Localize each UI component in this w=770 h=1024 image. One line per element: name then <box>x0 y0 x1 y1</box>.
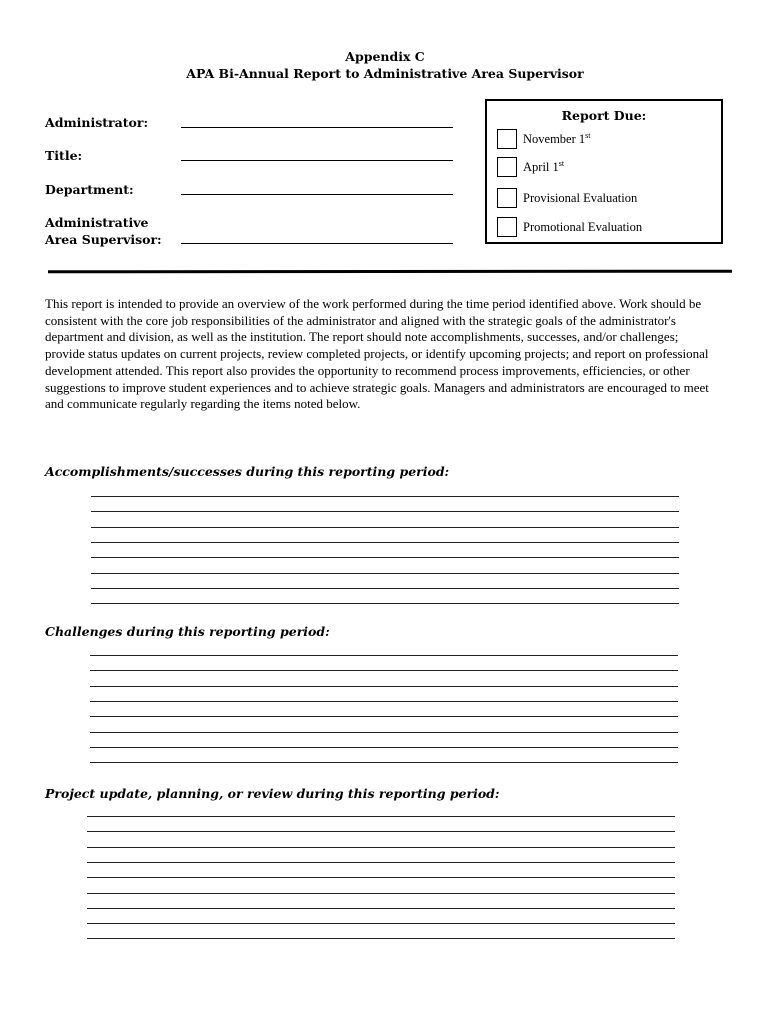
option-provisional[interactable] <box>497 187 637 209</box>
supervisor-field[interactable] <box>181 243 453 244</box>
promotional-label: Promotional Evaluation <box>523 219 643 234</box>
report-due-heading: Report Due: <box>561 108 647 123</box>
writing-line[interactable] <box>91 573 679 574</box>
writing-line[interactable] <box>91 557 679 558</box>
option-promotional[interactable] <box>497 216 642 238</box>
writing-line[interactable] <box>91 603 679 604</box>
november-suffix: st <box>585 130 591 140</box>
writing-line[interactable] <box>90 655 678 656</box>
writing-line[interactable] <box>87 923 675 924</box>
writing-line[interactable] <box>87 816 675 817</box>
writing-line[interactable] <box>91 542 679 543</box>
document-title <box>0 48 770 82</box>
department-label: Department: <box>45 182 134 197</box>
writing-line[interactable] <box>90 701 678 702</box>
section-divider <box>48 270 732 274</box>
writing-line[interactable] <box>87 938 675 939</box>
writing-line[interactable] <box>90 762 678 763</box>
writing-line[interactable] <box>87 877 675 878</box>
accomplishments-heading: Accomplishments/successes during this reporting period: <box>45 464 450 479</box>
option-november[interactable] <box>497 128 590 150</box>
report-title: APA Bi-Annual Report to Administrative Area Supervisor <box>186 66 584 81</box>
supervisor-label-line1: Administrative <box>45 215 149 230</box>
provisional-checkbox[interactable] <box>497 188 517 208</box>
supervisor-label-line2: Area Supervisor: <box>45 232 162 247</box>
option-april[interactable] <box>497 156 564 178</box>
writing-line[interactable] <box>87 908 675 909</box>
provisional-label: Provisional Evaluation <box>523 190 638 205</box>
writing-line[interactable] <box>87 893 675 894</box>
writing-line[interactable] <box>90 716 678 717</box>
projects-heading: Project update, planning, or review during this reporting period: <box>45 786 500 801</box>
writing-line[interactable] <box>90 670 678 671</box>
writing-line[interactable] <box>91 527 679 528</box>
report-due-box <box>485 99 723 244</box>
writing-line[interactable] <box>91 496 679 497</box>
writing-line[interactable] <box>91 511 679 512</box>
writing-line[interactable] <box>87 862 675 863</box>
challenges-heading: Challenges during this reporting period: <box>45 624 330 639</box>
april-label: April 1 <box>523 159 559 174</box>
department-field[interactable] <box>181 194 453 195</box>
appendix-label: Appendix C <box>345 49 425 64</box>
writing-line[interactable] <box>91 588 679 589</box>
administrator-label: Administrator: <box>45 115 149 130</box>
promotional-checkbox[interactable] <box>497 217 517 237</box>
administrator-field[interactable] <box>181 127 453 128</box>
title-label: Title: <box>45 148 83 163</box>
november-label: November 1 <box>523 131 586 146</box>
april-suffix: st <box>558 158 565 168</box>
november-checkbox[interactable] <box>497 129 517 149</box>
april-checkbox[interactable] <box>497 157 517 177</box>
writing-line[interactable] <box>87 847 675 848</box>
writing-line[interactable] <box>90 686 678 687</box>
title-field[interactable] <box>181 160 453 161</box>
writing-line[interactable] <box>87 831 675 832</box>
intro-paragraph: This report is intended to provide an overview of the work performed during the time period identified above. Work should be consistent with the core job responsibilities of the administrator and aligned with the strategic goals of the administrator's department and division, as well as the institution. The report should note accomplishments, successes, and/or challenges; provide status updates on current projects, review completed projects, or identify upcoming projects; and report on professional development attended. This report also provides the opportunity to recommend process improvements, efficiencies, or other suggestions to improve student experiences and to achieve strategic goals. Managers and administrators are encouraged to meet and communicate regularly regarding the items noted below. <box>45 296 709 412</box>
writing-line[interactable] <box>90 747 678 748</box>
writing-line[interactable] <box>90 732 678 733</box>
